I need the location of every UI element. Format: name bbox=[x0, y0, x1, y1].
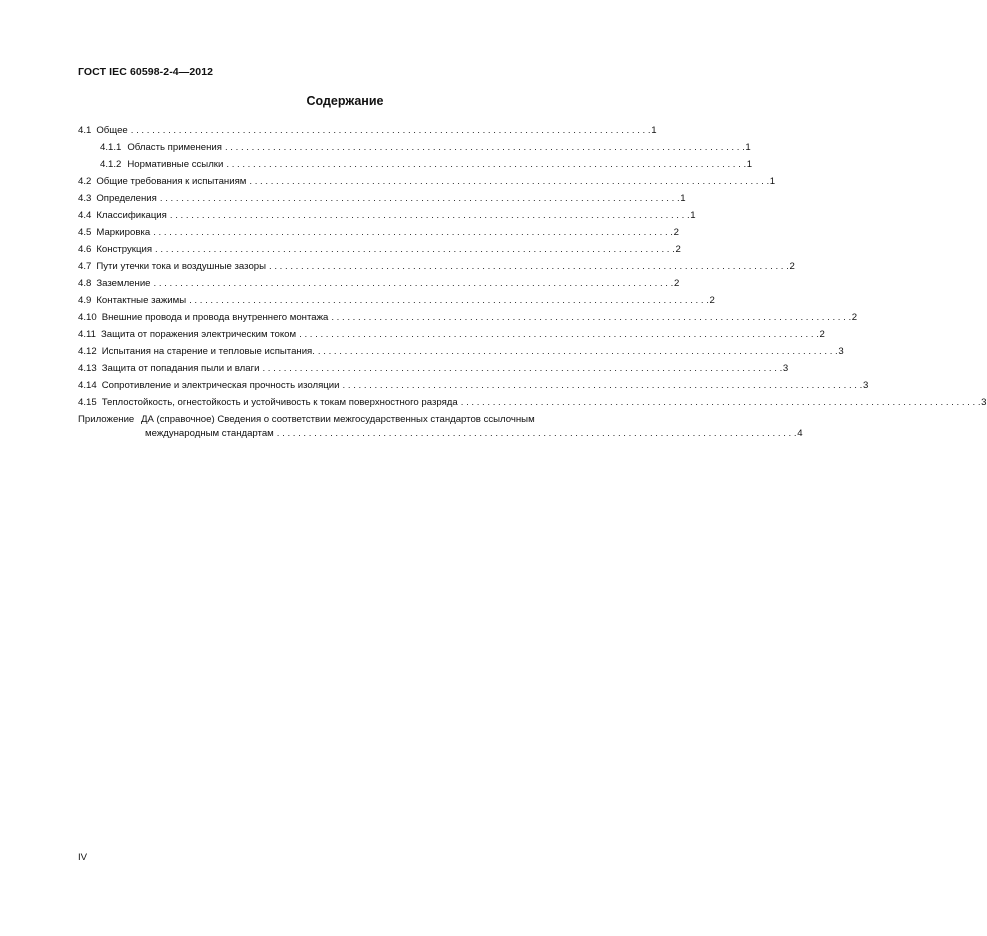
toc-entry-page: 1 bbox=[769, 176, 776, 187]
toc-entry-4-12 bbox=[78, 343, 844, 360]
dot-leader bbox=[315, 343, 838, 360]
toc-entry-4-8 bbox=[78, 275, 680, 292]
toc-entry-page: 2 bbox=[851, 312, 858, 323]
dot-leader bbox=[328, 309, 851, 326]
dot-leader bbox=[150, 224, 673, 241]
toc-entry-4-14 bbox=[78, 377, 869, 394]
toc-entry-number: 4.1.1 bbox=[100, 142, 122, 153]
toc-entry-number: 4.4 bbox=[78, 210, 92, 221]
toc-entry-number: 4.12 bbox=[78, 346, 97, 357]
toc-entry-title: Сопротивление и электрическая прочность изоляции bbox=[101, 380, 340, 391]
toc-entry-title: Общие требования к испытаниям bbox=[96, 176, 247, 187]
toc-entry-page: 2 bbox=[819, 329, 825, 340]
toc-title: Содержание bbox=[306, 94, 384, 108]
toc-entry-title: Заземление bbox=[96, 278, 151, 289]
toc-entry-title: Теплостойкость, огнестойкость и устойчивость к токам поверхностного разряда bbox=[101, 397, 458, 408]
toc-entry-number: 4.15 bbox=[78, 397, 97, 408]
toc-entry-4-1-2 bbox=[78, 156, 753, 173]
toc-entry-page: 1 bbox=[680, 193, 686, 204]
dot-leader bbox=[274, 427, 797, 441]
toc-entry-title: Конструкция bbox=[96, 244, 153, 255]
toc-entry-number: 4.6 bbox=[78, 244, 92, 255]
toc-entry-title: Область применения bbox=[127, 142, 222, 153]
toc-entry-number: 4.14 bbox=[78, 380, 97, 391]
toc-entry-4-2 bbox=[78, 173, 776, 190]
toc-entry-4-15 bbox=[78, 394, 987, 411]
appendix-line-1 bbox=[78, 413, 803, 427]
toc-entry-number: 4.10 bbox=[78, 312, 97, 323]
dot-leader bbox=[186, 292, 709, 309]
toc-entry-4-4 bbox=[78, 207, 696, 224]
dot-leader bbox=[340, 377, 863, 394]
toc-entry-4-10 bbox=[78, 309, 858, 326]
toc-entry-title: Контактные зажимы bbox=[96, 295, 187, 306]
toc-entry-page: 3 bbox=[862, 380, 869, 391]
toc-entry-title: Нормативные ссылки bbox=[127, 159, 224, 170]
dot-leader bbox=[223, 156, 746, 173]
toc-entry-title: Защита от поражения электрическим током bbox=[100, 329, 297, 340]
toc-entry-title: Пути утечки тока и воздушные зазоры bbox=[96, 261, 267, 272]
toc-entry-4-9 bbox=[78, 292, 715, 309]
toc-entry-number: 4.13 bbox=[78, 363, 97, 374]
dot-leader bbox=[458, 394, 981, 411]
toc-entry-number: 4.5 bbox=[78, 227, 92, 238]
dot-leader bbox=[167, 207, 690, 224]
toc-entry-page: 3 bbox=[981, 397, 987, 408]
toc-entry-number: 4.1.2 bbox=[100, 159, 122, 170]
appendix-title: ДА (справочное) Сведения о соответствии межгосударственных стандартов ссылочным bbox=[140, 414, 535, 425]
toc-entry-title: Защита от попадания пыли и влаги bbox=[101, 363, 260, 374]
toc-entry-4-5 bbox=[78, 224, 679, 241]
table-of-contents bbox=[78, 122, 987, 441]
toc-entry-number: 4.11 bbox=[78, 329, 96, 340]
dot-leader bbox=[157, 190, 680, 207]
dot-leader bbox=[259, 360, 782, 377]
toc-entry-number: 4.2 bbox=[78, 176, 92, 187]
toc-entry-number: 4.8 bbox=[78, 278, 92, 289]
toc-entry-page: 4 bbox=[797, 428, 803, 439]
toc-entry-4-3 bbox=[78, 190, 686, 207]
appendix-label: Приложение bbox=[78, 414, 135, 425]
toc-entry-4-1-1 bbox=[78, 139, 751, 156]
toc-entry-4-1 bbox=[78, 122, 657, 139]
toc-entry-page: 3 bbox=[782, 363, 789, 374]
toc-entry-page: 1 bbox=[651, 125, 657, 136]
appendix-body bbox=[78, 413, 803, 441]
dot-leader bbox=[151, 275, 674, 292]
toc-entry-title: Испытания на старение и тепловые испытания. bbox=[101, 346, 315, 357]
toc-entry-page: 1 bbox=[745, 142, 751, 153]
toc-entry-page: 2 bbox=[673, 278, 680, 289]
toc-entry-page: 1 bbox=[746, 159, 753, 170]
toc-entry-title: Внешние провода и провода внутреннего монтажа bbox=[101, 312, 329, 323]
toc-entry-page: 2 bbox=[673, 227, 679, 238]
toc-entry-page: 2 bbox=[709, 295, 715, 306]
toc-entry-4-6 bbox=[78, 241, 681, 258]
toc-entry-4-7 bbox=[78, 258, 795, 275]
toc-entry-number: 4.1 bbox=[78, 125, 92, 136]
toc-entry-page: 2 bbox=[675, 244, 681, 255]
toc-entry-title: Маркировка bbox=[96, 227, 151, 238]
toc-entry-number: 4.9 bbox=[78, 295, 92, 306]
dot-leader bbox=[266, 258, 789, 275]
toc-entry-4-11 bbox=[78, 326, 825, 343]
toc-entry-appendix bbox=[78, 413, 803, 441]
appendix-line-2 bbox=[78, 427, 803, 441]
toc-entry-page: 3 bbox=[838, 346, 844, 357]
toc-entry-title: Определения bbox=[96, 193, 157, 204]
dot-leader bbox=[128, 122, 651, 139]
toc-entry-4-13 bbox=[78, 360, 789, 377]
dot-leader bbox=[296, 326, 819, 343]
toc-entry-number: 4.3 bbox=[78, 193, 92, 204]
dot-leader bbox=[222, 139, 745, 156]
dot-leader bbox=[152, 241, 675, 258]
toc-entry-title: Классификация bbox=[96, 210, 167, 221]
dot-leader bbox=[246, 173, 769, 190]
appendix-title-continued: международным стандартам bbox=[145, 428, 274, 439]
toc-entry-page: 1 bbox=[690, 210, 696, 221]
toc-entry-page: 2 bbox=[789, 261, 795, 272]
page-number: IV bbox=[78, 852, 88, 863]
toc-entry-title: Общее bbox=[96, 125, 128, 136]
toc-entry-number: 4.7 bbox=[78, 261, 92, 272]
document-header: ГОСТ IEC 60598-2-4—2012 bbox=[78, 66, 214, 78]
